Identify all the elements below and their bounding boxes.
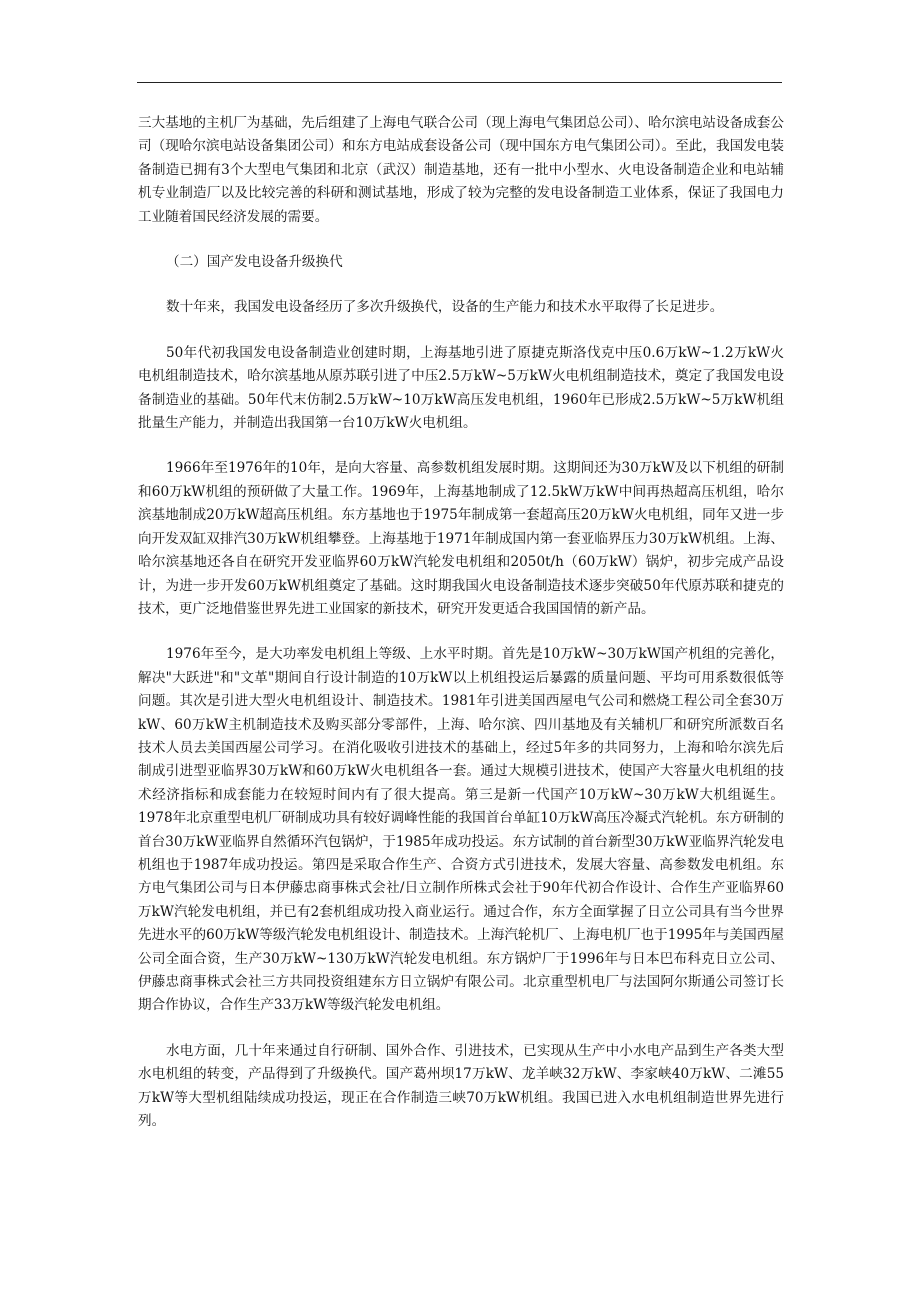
header-rule (137, 82, 782, 83)
paragraph-1976-present: 1976年至今，是大功率发电机组上等级、上水平时期。首先是10万kW~30万kW国产机组的完善化，解决"大跃进"和"文革"期间自行设计制造的10万kW以上机组投运后暴露的质量问题、平均可用系数很低等问题。其次是引进大型火电机组设计、制造技术。1981年引进美国西屋电气公司和燃烧工程公司全套30万kW、60万kW主机制造技术及购买部分零部件，上海、哈尔滨、四川基地及有关辅机厂和研究所派数百名技术人员去美国西屋公司学习。在消化吸收引进技术的基础上，经过5年多的共同努力，上海和哈尔滨先后制成引进型亚临界30万kW和60万kW火电机组各一套。通过大规模引进技术，使国产大容量火电机组的技术经济指标和成套能力在较短时间内有了很大提高。第三是新一代国产10万kW~30万kW大机组诞生。1978年北京重型电机厂研制成功具有较好调峰性能的我国首台单缸10万kW高压冷凝式汽轮机。东方研制的首台30万kW亚临界自然循环汽包锅炉，于1985年成功投运。东方试制的首台新型30万kW亚临界汽轮发电机组也于1987年成功投运。第四是采取合作生产、合资方式引进技术，发展大容量、高参数发电机组。东方电气集团公司与日本伊藤忠商事株式会社/日立制作所株式会社于90年代初合作设计、合作生产亚临界60万kW汽轮发电机组，并已有2套机组成功投入商业运行。通过合作，东方全面掌握了日立公司具有当今世界先进水平的60万kW等级汽轮发电机组设计、制造技术。上海汽轮机厂、上海电机厂也于1995年与美国西屋公司全面合资，生产30万kW~130万kW汽轮发电机组。东方锅炉厂于1996年与日本巴布科克日立公司、伊藤忠商事株式会社三方共同投资组建东方日立锅炉有限公司。北京重型机电厂与法国阿尔斯通公司签订长期合作协议，合作生产33万kW等级汽轮发电机组。 (138, 646, 784, 1014)
paragraph-intro: 数十年来，我国发电设备经历了多次升级换代，设备的生产能力和技术水平取得了长足进步。 (166, 299, 724, 316)
document-body (138, 112, 784, 1133)
paragraph-1966-1976: 1966年至1976年的10年，是向大容量、高参数机组发展时期。这期间还为30万kW及以下机组的研制和60万kW机组的预研做了大量工作。1969年，上海基地制成了12.5kW万kW中间再热超高压机组，哈尔滨基地制成20万kW超高压机组。东方基地也于1975年制成第一套超高压20万kW火电机组，同年又进一步向开发双缸双排汽30万kW机组攀登。上海基地于1971年制成国内第一套亚临界压力30万kW机组。上海、哈尔滨基地还各自在研究开发亚临界60万kW汽轮发电机组和2050t/h（60万kW）锅炉，初步完成产品设计，为进一步开发60万kW机组奠定了基础。这时期我国火电设备制造技术逐步突破50年代原苏联和捷克的技术，更广泛地借鉴世界先进工业国家的新技术，研究开发更适合我国国情的新产品。 (138, 460, 784, 617)
paragraph-1950s: 50年代初我国发电设备制造业创建时期，上海基地引进了原捷克斯洛伐克中压0.6万kW~1.2万kW火电机组制造技术，哈尔滨基地从原苏联引进了中压2.5万kW~5万kW火电机组制造技术，奠定了我国发电设备制造业的基础。50年代末仿制2.5万kW~10万kW高压发电机组，1960年已形成2.5万kW~5万kW机组批量生产能力，并制造出我国第一台10万kW火电机组。 (138, 344, 784, 432)
section-heading: （二）国产发电设备升级换代 (166, 254, 343, 271)
paragraph-continuation: 三大基地的主机厂为基础，先后组建了上海电气联合公司（现上海电气集团总公司）、哈尔滨电站设备成套公司（现哈尔滨电站设备集团公司）和东方电站成套设备公司（现中国东方电气集团公司）。至此，我国发电装备制造已拥有3个大型电气集团和北京（武汉）制造基地，还有一批中小型水、火电设备制造企业和电站辅机专业制造厂以及比较完善的科研和测试基地，形成了较为完整的发电设备制造工业体系，保证了我国电力工业随着国民经济发展的需要。 (138, 115, 784, 225)
paragraph-hydropower: 水电方面，几十年来通过自行研制、国外合作、引进技术，已实现从生产中小水电产品到生产各类大型水电机组的转变，产品得到了升级换代。国产葛州坝17万kW、龙羊峡32万kW、李家峡40万kW、二滩55万kW等大型机组陆续成功投运，现正在合作制造三峡70万kW机组。我国已进入水电机组制造世界先进行列。 (138, 1042, 784, 1130)
